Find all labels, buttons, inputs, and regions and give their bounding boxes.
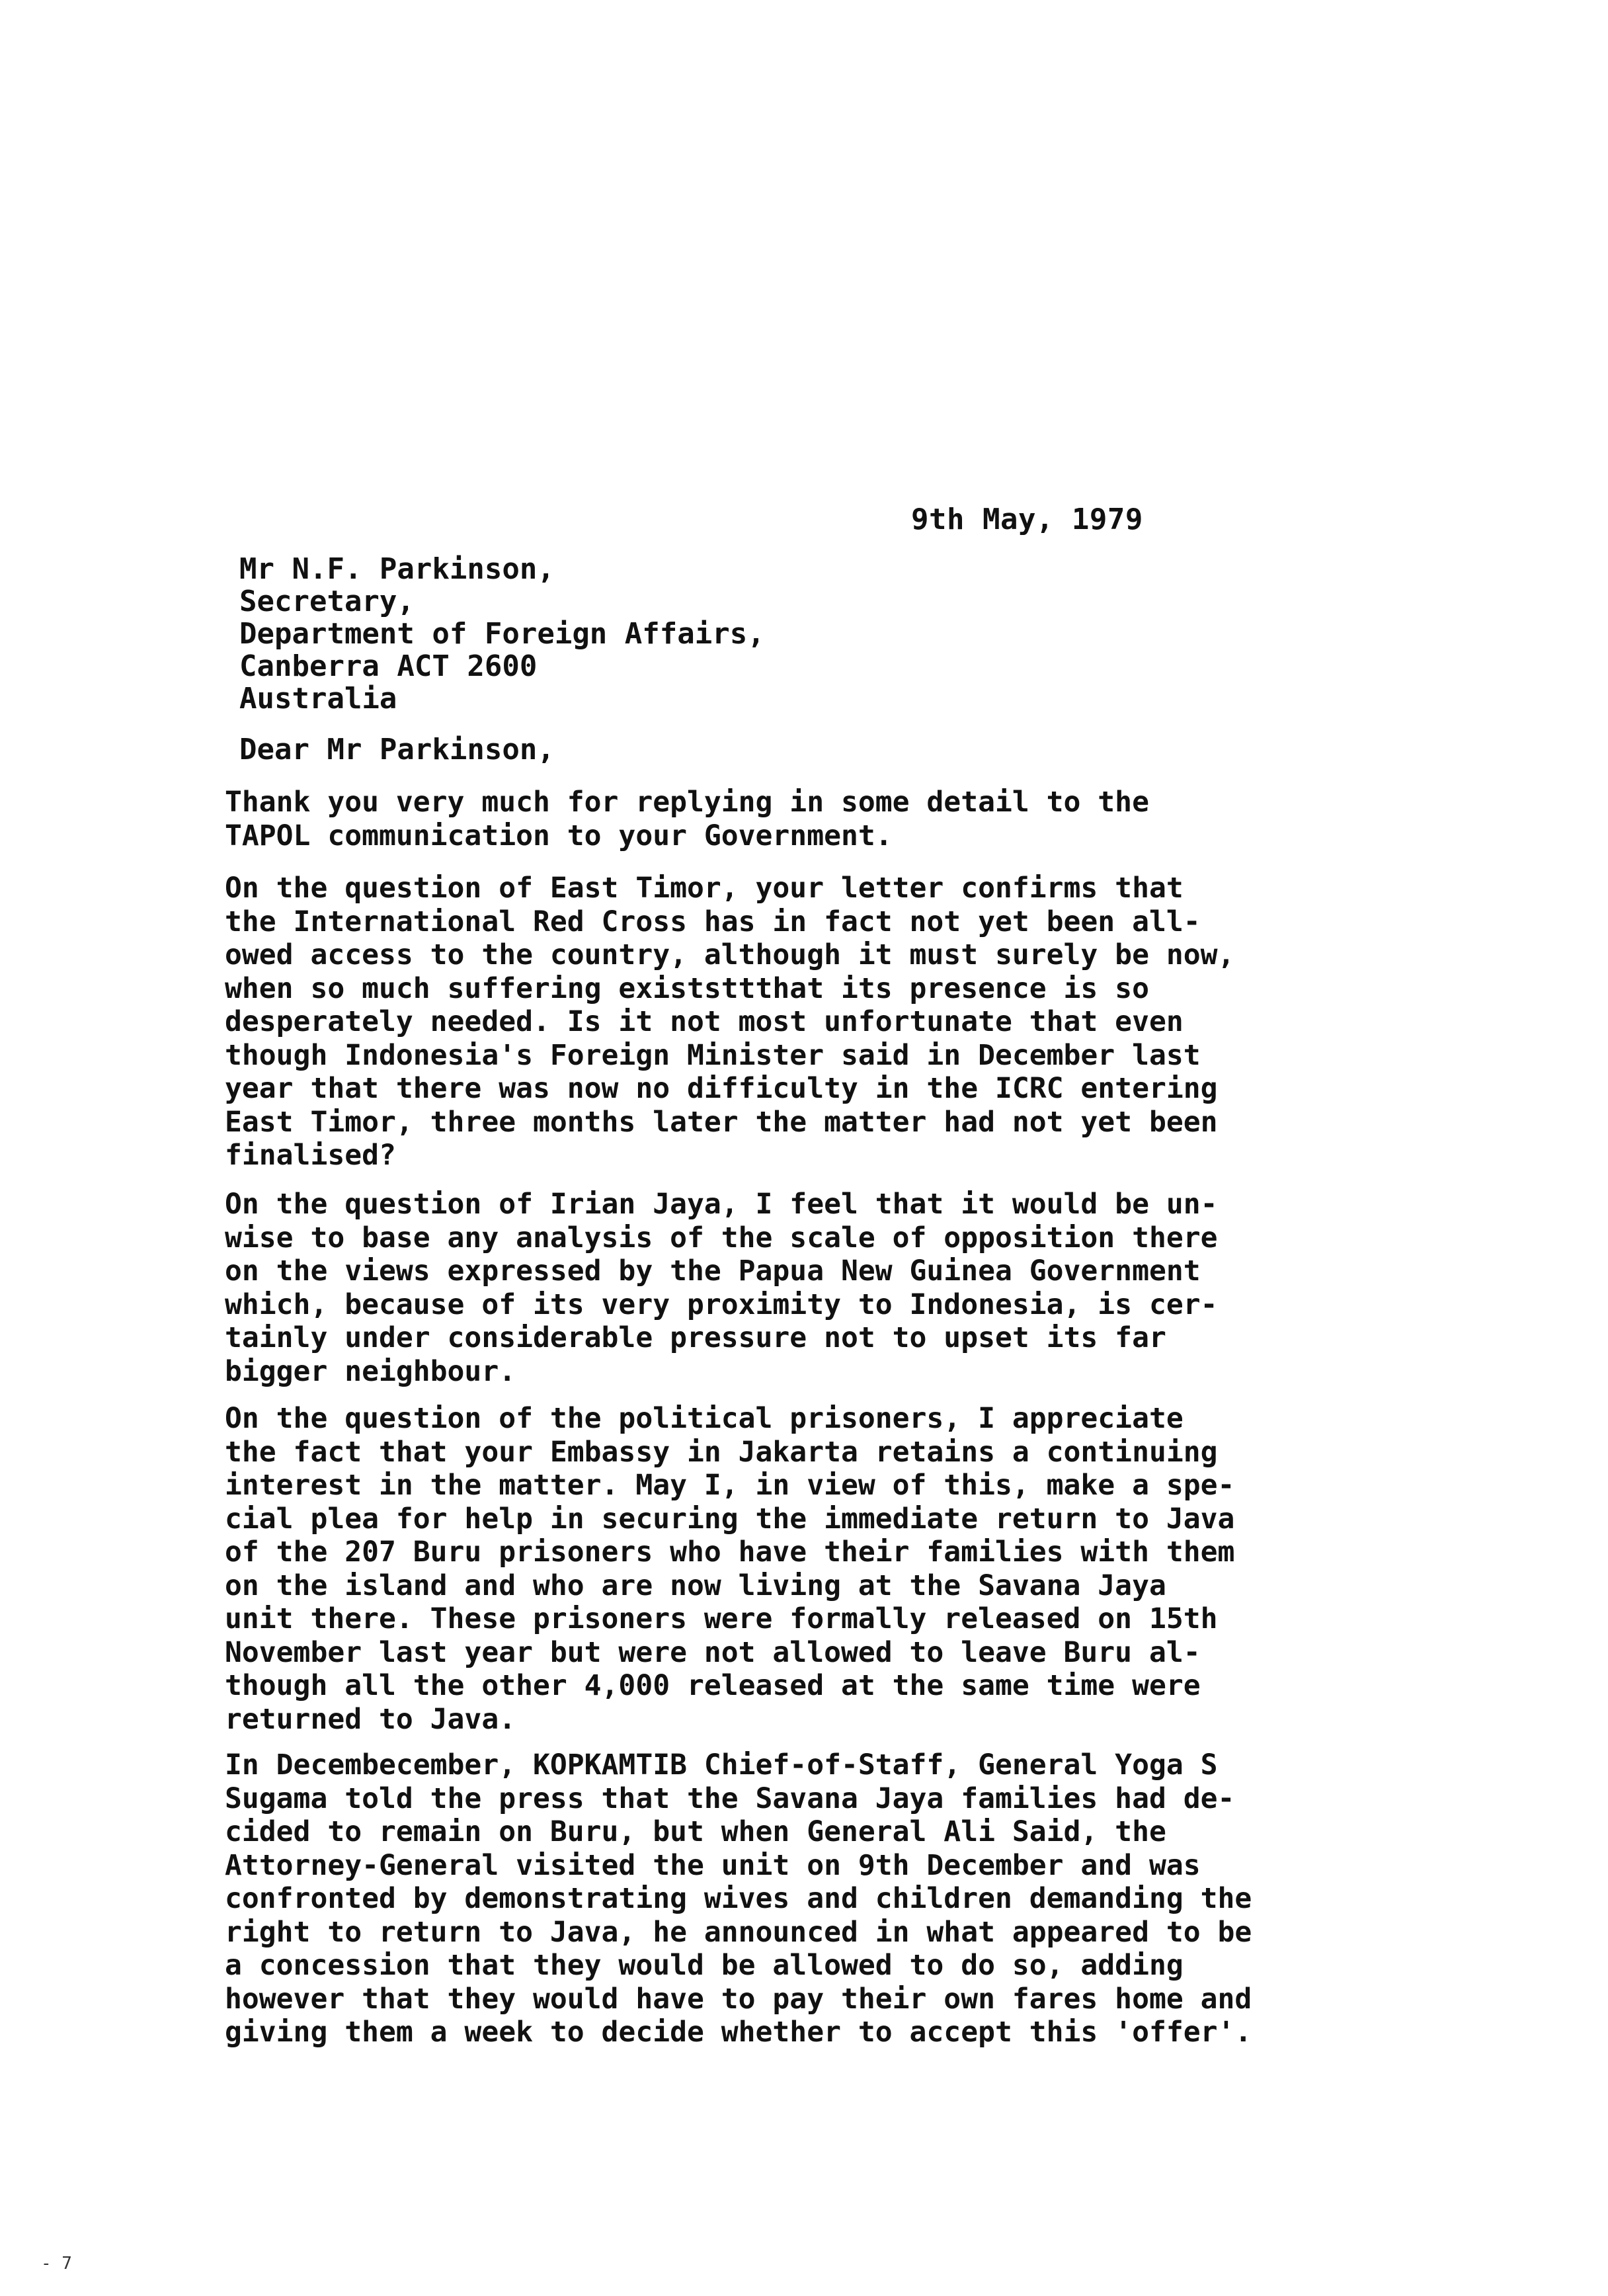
address-line: Australia	[239, 682, 397, 716]
text-line: On the question of the political prisoners, I appreciate	[225, 1402, 1184, 1435]
text-line: cided to remain on Buru, but when General Ali Said, the	[225, 1815, 1166, 1848]
text-line: on the island and who are now living at the Savana Jaya	[225, 1569, 1166, 1602]
text-line: giving them a week to decide whether to accept this 'offer'.	[225, 2016, 1252, 2049]
text-line: which, because of its very proximity to Indonesia, is cer-	[225, 1288, 1218, 1321]
address-line: Mr N.F. Parkinson,	[239, 552, 555, 586]
text-line: East Timor, three months later the matter had not yet been	[225, 1105, 1218, 1139]
page-mark: - 7	[41, 2254, 72, 2274]
text-line: though Indonesia's Foreign Minister said in December last	[225, 1038, 1201, 1072]
address-line: Canberra ACT 2600	[239, 649, 538, 683]
text-line: the International Red Cross has in fact not yet been all-	[225, 905, 1201, 938]
text-line: the fact that your Embassy in Jakarta retains a continuing	[225, 1435, 1218, 1469]
paragraph-thanks	[225, 786, 1441, 852]
text-line: when so much suffering existsttthat its presence is so	[225, 971, 1149, 1005]
text-line: right to return to Java, he announced in what appeared to be	[225, 1915, 1252, 1949]
text-line: On the question of East Timor, your letter confirms that	[225, 872, 1184, 905]
paragraph-savana-jaya	[225, 1748, 1441, 2049]
text-line: wise to base any analysis of the scale of opposition there	[225, 1221, 1218, 1254]
text-line: returned to Java.	[225, 1702, 516, 1736]
paragraph-political-prisoners	[225, 1402, 1441, 1736]
text-line: Thank you very much for replying in some detail to the	[225, 786, 1149, 819]
text-line: interest in the matter. May I, in view of this, make a spe-	[225, 1469, 1235, 1502]
text-line: a concession that they would be allowed to do so, adding	[225, 1949, 1184, 1982]
text-line: unit there. These prisoners were formally released on 15th	[225, 1602, 1218, 1635]
text-line: on the views expressed by the Papua New Guinea Government	[225, 1254, 1201, 1288]
paragraph-irian-jaya	[225, 1188, 1441, 1388]
text-line: year that there was now no difficulty in the ICRC entering	[225, 1072, 1218, 1105]
text-line: TAPOL communication to your Government.	[225, 819, 893, 852]
text-line: of the 207 Buru prisoners who have their families with them	[225, 1536, 1235, 1569]
text-line: bigger neighbour.	[225, 1354, 516, 1388]
text-line: Sugama told the press that the Savana Jaya families had de-	[225, 1782, 1235, 1815]
address-line: Secretary,	[239, 585, 415, 618]
salutation: Dear Mr Parkinson,	[239, 733, 555, 766]
text-line: cial plea for help in securing the immediate return to Java	[225, 1502, 1235, 1536]
letter-date: 9th May, 1979	[911, 503, 1143, 536]
text-line: confronted by demonstrating wives and children demanding the	[225, 1882, 1252, 1915]
address-line: Department of Foreign Affairs,	[239, 617, 765, 651]
text-line: Attorney-General visited the unit on 9th December and was	[225, 1848, 1201, 1882]
paragraph-east-timor	[225, 872, 1441, 1172]
text-line: November last year but were not allowed to leave Buru al-	[225, 1635, 1201, 1669]
text-line: desperately needed. Is it not most unfortunate that even	[225, 1005, 1184, 1038]
text-line: owed access to the country, although it must surely be now,	[225, 938, 1235, 971]
text-line: finalised?	[225, 1139, 396, 1172]
text-line: tainly under considerable pressure not to upset its far	[225, 1321, 1166, 1354]
text-line: however that they would have to pay their own fares home and	[225, 1982, 1252, 2016]
text-line: In Decembecember, KOPKAMTIB Chief-of-Staff, General Yoga S	[225, 1748, 1218, 1782]
text-line: On the question of Irian Jaya, I feel that it would be un-	[225, 1188, 1218, 1221]
text-line: though all the other 4,000 released at the same time were	[225, 1669, 1201, 1702]
recipient-address	[239, 553, 765, 715]
